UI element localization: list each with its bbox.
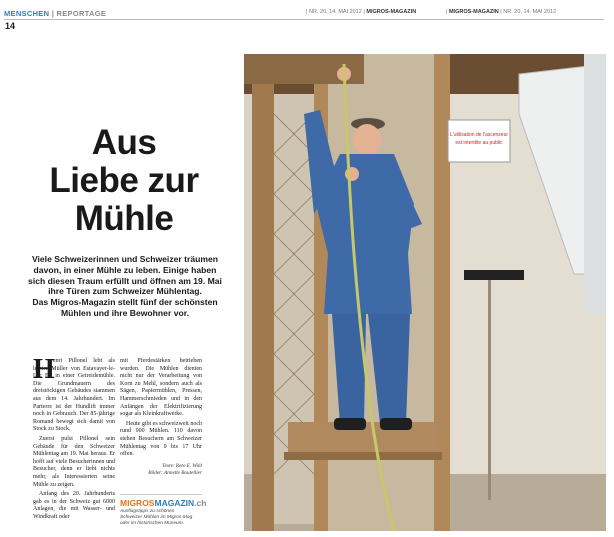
title-line: Liebe zur	[49, 161, 199, 200]
promo-line: oder im historischen Museum.	[120, 521, 184, 526]
miller-in-hoist-photo	[244, 54, 606, 531]
lead-line: Das Migros-Magazin stellt fünf der schönsten	[32, 297, 218, 308]
brand-migros: MIGROS	[120, 498, 155, 508]
lead-line: davon, in einer Mühle zu leben. Einige haben	[33, 264, 217, 275]
lead-line: Mühlen und ihre Bewohner vor.	[61, 307, 189, 318]
body-paragraph: Zuerst pulst Pillonel sein Gebäude für den Schweizer Mühlentag am 19. Mai heraus. Er hofft auf viele Besucherinnen und Besucher, denn er liebt nichts mehr, als Interessierten seine Mühle zu zeigen.	[33, 435, 115, 488]
page-number: 14	[5, 21, 16, 31]
warning-sign-line: est interdite au public	[455, 140, 503, 146]
magazine-name-right: MIGROS-MAGAZIN	[448, 9, 499, 15]
promo-divider	[120, 494, 202, 495]
text-credit: Texte: Reto E. Wild	[162, 463, 202, 469]
lead-line: sich diesen Traum erfüllt und öffnen am 19. Mai	[28, 275, 222, 286]
title-line: Aus	[91, 123, 157, 162]
article-title	[10, 124, 238, 238]
subsection-name: REPORTAGE	[56, 9, 107, 18]
body-paragraph: Anfang des 20. Jahrhunderts gab es in der Schweiz gut 6000 Anlagen, die mit Wasser- und Windkraft oder	[33, 491, 115, 520]
body-paragraph: Heute gibt es schweizweit noch rund 900 Mühlen. 110 davon stehen Besuchern am Schweizer Mühlentag von 9 bis 17 Uhr offen.	[120, 420, 202, 458]
promo-line: Schweizer Mühlen im Migros-Mag	[120, 515, 193, 520]
issue-date-right: NR. 20, 14. MAI 2012	[503, 9, 557, 15]
body-paragraph: mit Pferdestärken betrieben wurden. Die Mühlen dienten nicht nur der Verarbeitung von Korn zu Mehl, sondern auch als Sägen, Papiermühlen, Pressen, Hammerschmieden und in den Anfängen der Elektrifizierung sogar als Kleinkraftwerke.	[120, 358, 202, 418]
warning-sign-line: L'utilisation de l'ascenseur	[449, 132, 509, 138]
lead-line: ihre Türen zum Schweizer Mühlentag.	[48, 286, 202, 297]
promo-line: Ausflugstipps zu schönen	[120, 509, 175, 514]
lead-line: Viele Schweizerinnen und Schweizer träumen	[31, 254, 219, 264]
issue-info-left: | NR. 20, 14. MAI 2012 | MIGROS-MAGAZIN	[306, 9, 417, 15]
byline	[120, 463, 202, 477]
issue-info-right: | MIGROS-MAGAZIN | NR. 20, 14. MAI 2012	[446, 9, 557, 15]
article-photo	[244, 54, 606, 531]
issue-date-left: NR. 20, 14. MAI 2012	[308, 9, 362, 15]
title-line: Mühle	[74, 199, 174, 238]
header-rule	[4, 19, 604, 20]
section-label: MENSCHEN | REPORTAGE	[4, 9, 107, 18]
body-paragraph: enri Pillonel lebt als letzter Müller von Estavayer-le-Lac FR in einer Getreidemühle. Die Grundmauern des dreistöckigen Gebäudes stammen aus dem 14. Jahrhundert. Im Parterre ist der Hundlift immer noch in Gebrauch. Der 85-jährige Romand bewegt sich damit von Stock zu Stock.	[33, 358, 115, 433]
article-lead	[14, 254, 236, 319]
brand-tld: .ch	[194, 498, 207, 508]
migros-magazin-link[interactable]	[120, 498, 206, 508]
section-name: MENSCHEN	[4, 9, 50, 18]
body-column-2	[120, 358, 202, 461]
magazine-name-left: MIGROS-MAGAZIN	[366, 9, 417, 15]
brand-magazin: MAGAZIN	[154, 498, 195, 508]
body-column-1	[33, 354, 115, 523]
drop-cap: H	[33, 354, 55, 385]
image-credit: Bilder: Annette Boutellier	[148, 470, 202, 476]
promo-text	[120, 509, 204, 527]
